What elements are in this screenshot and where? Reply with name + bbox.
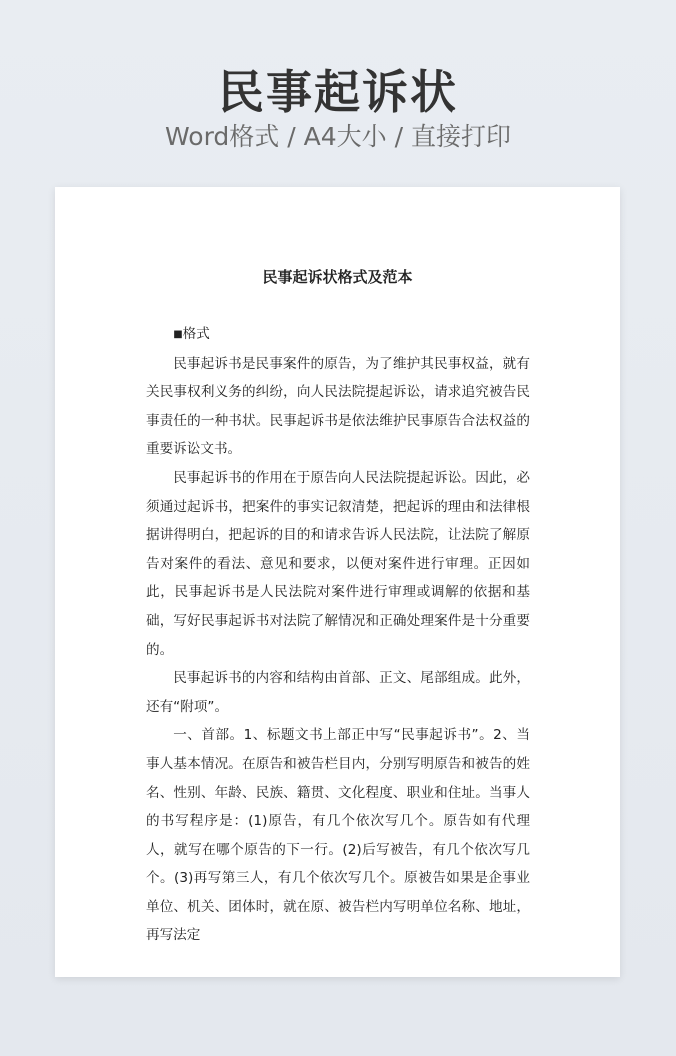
paragraph: 民事起诉书的作用在于原告向人民法院提起诉讼。因此，必须通过起诉书，把案件的事实记叙清楚，把起诉的理由和法律根据讲得明白，把起诉的目的和请求告诉人民法院，让法院了解原告对案件的看法、意见和要求，以便对案件进行审理。正因如此，民事起诉书是人民法院对案件进行审理或调解的依据和基础，写好民事起诉书对法院了解情况和正确处理案件是十分重要的。 [146, 469, 530, 658]
section-heading-label: 格式 [182, 326, 210, 342]
document-title: 民事起诉状格式及范本 [262, 268, 413, 286]
paragraph: 一、首部。1、标题文书上部正中写“民事起诉书”。2、当事人基本情况。在原告和被告栏目内，分别写明原告和被告的姓名、性别、年龄、民族、籍贯、文化程度、职业和住址。当事人的书写程序是：(1)原告，有几个依次写几个。原告如有代理人，就写在哪个原告的下一行。(2)后写被告，有几个依次写几个。(3)再写第三人，有几个依次写几个。原被告如果是企事业单位、机关、团体时，就在原、被告栏内写明单位名称、地址，再写法定 [146, 727, 530, 944]
page-subtitle: Word格式 / A4大小 / 直接打印 [165, 122, 511, 151]
paragraph: 民事起诉书是民事案件的原告，为了维护其民事权益，就有关民事权利义务的纠纷，向人民法院提起诉讼，请求追究被告民事责任的一种书状。民事起诉书是依法维护民事原告合法权益的重要诉讼文书。 [146, 355, 530, 458]
document-page [55, 187, 620, 977]
section-heading [146, 320, 530, 350]
document-body [146, 320, 530, 950]
square-bullet-icon: ■ [173, 329, 183, 340]
paragraph: 民事起诉书的内容和结构由首部、正文、尾部组成。此外，还有“附项”。 [146, 670, 530, 715]
page-title: 民事起诉状 [218, 65, 458, 119]
